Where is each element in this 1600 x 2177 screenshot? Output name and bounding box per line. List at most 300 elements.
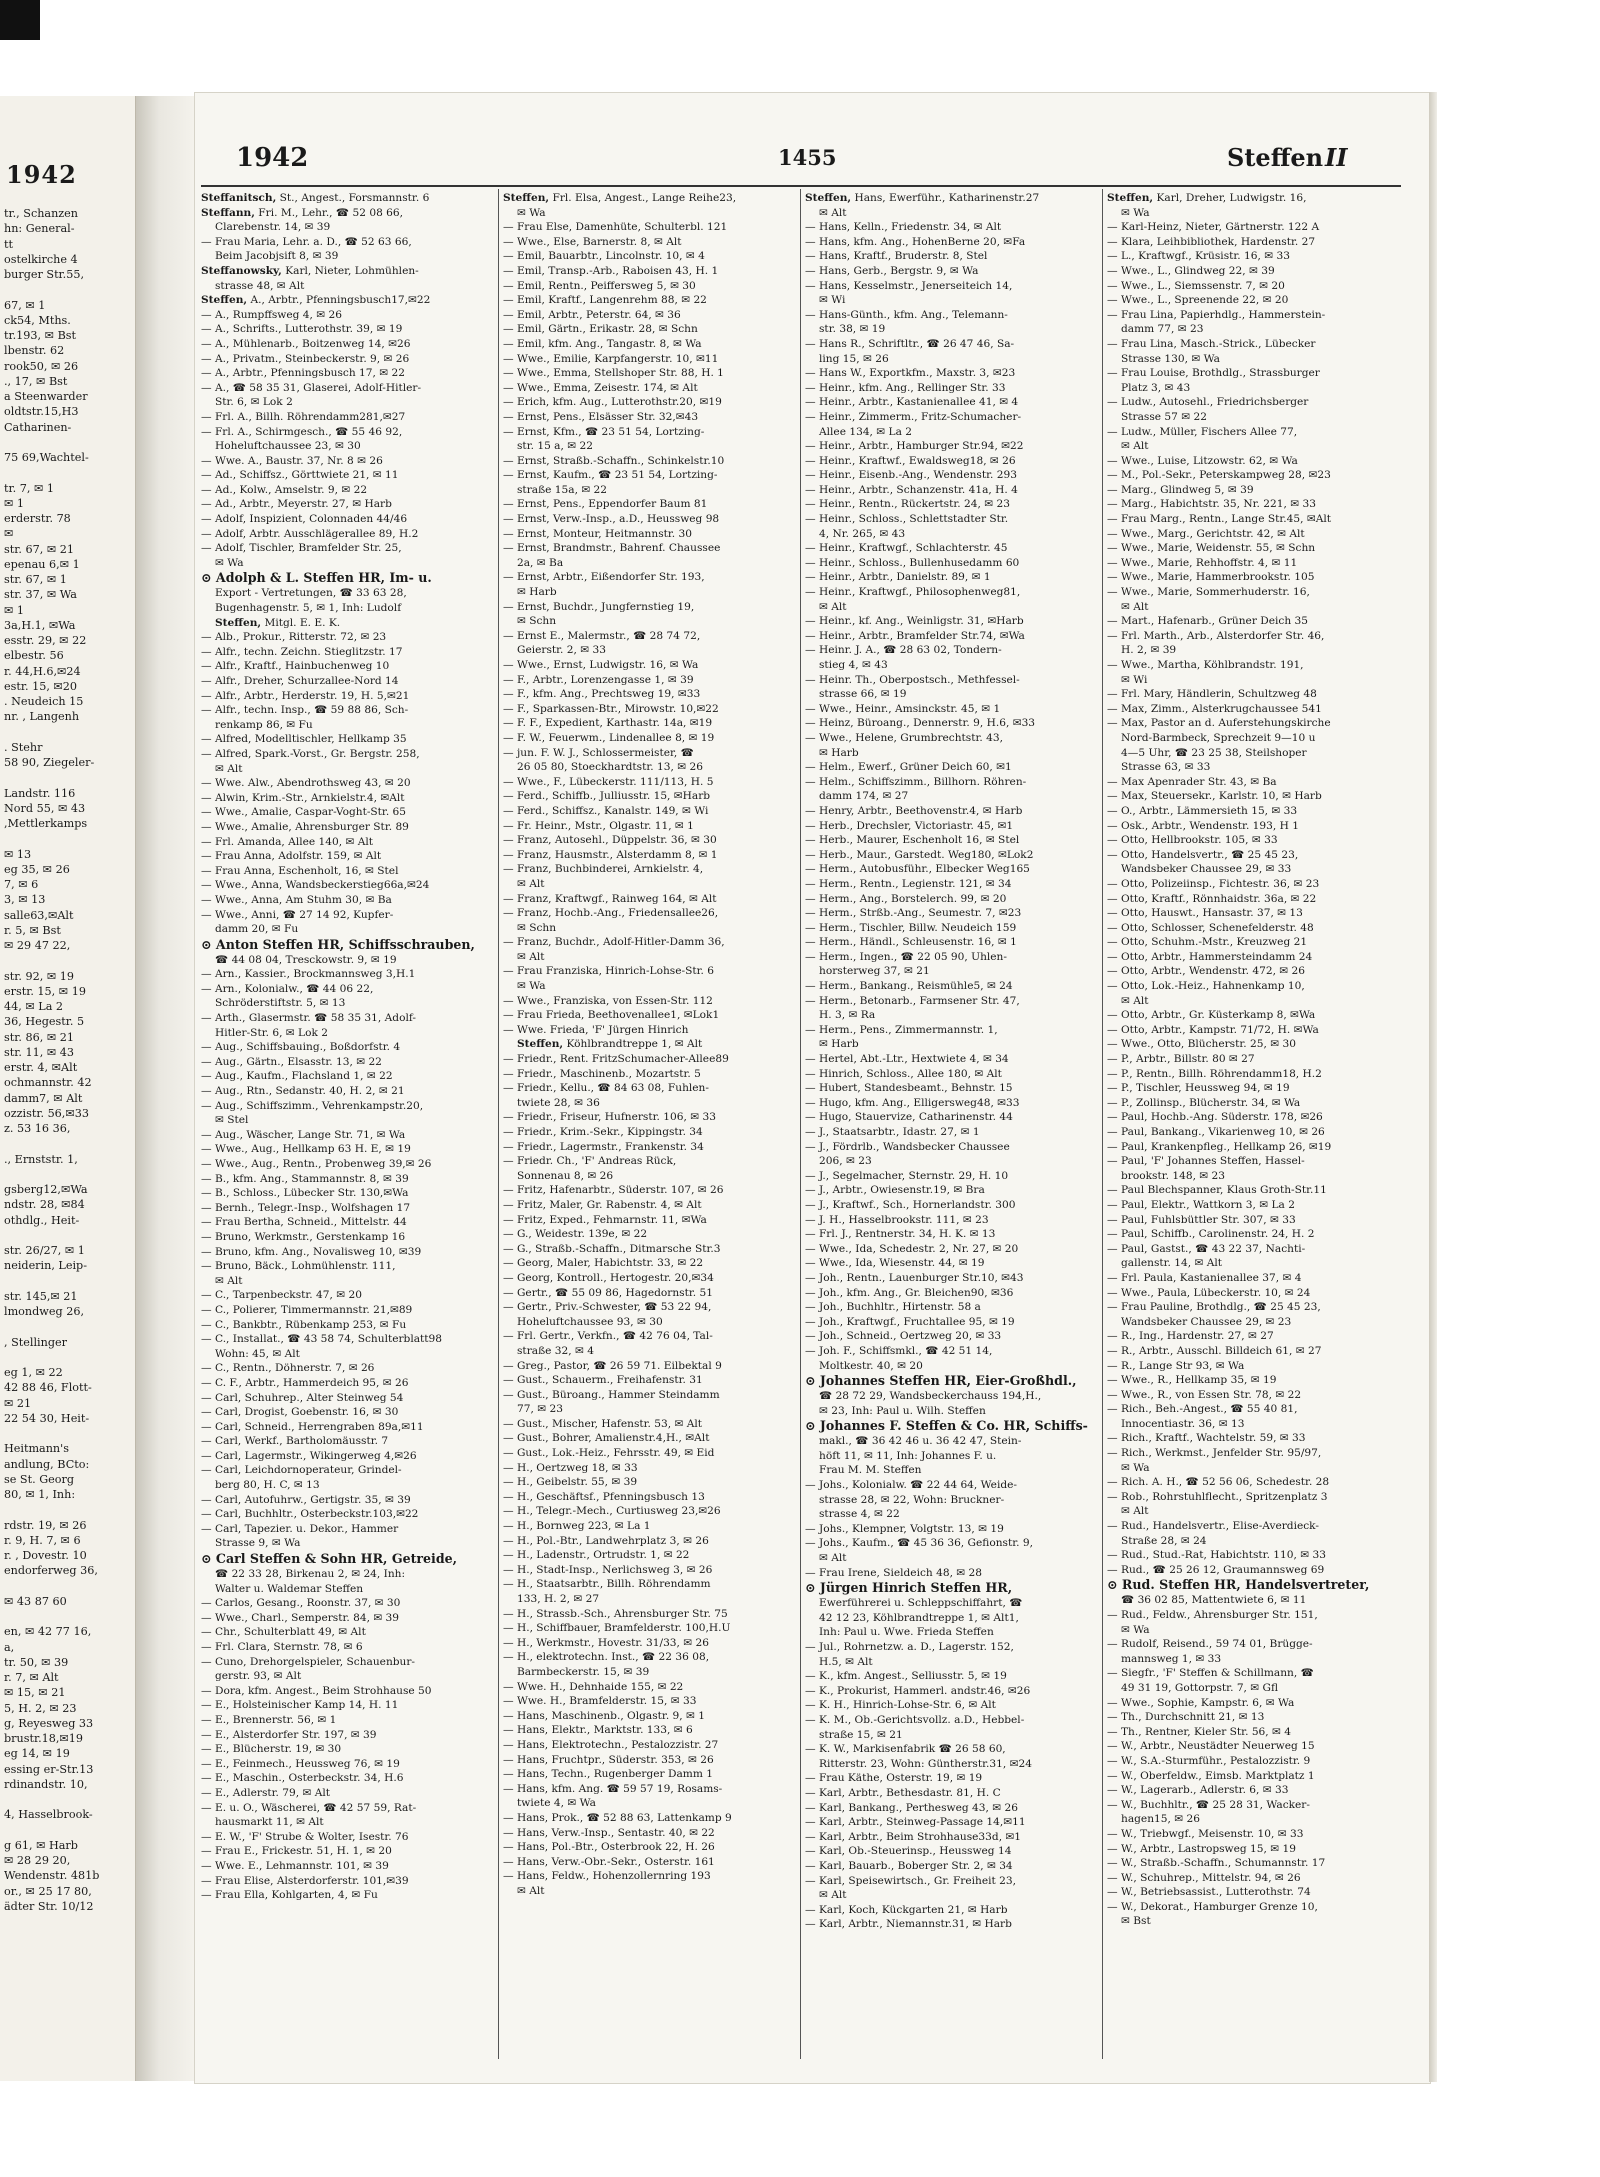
page-header [195, 93, 1430, 183]
directory-entry-line: ⊙ Adolph & L. Steffen HR, Im- u. [201, 570, 432, 586]
directory-entry-line: ✉ Harb [517, 586, 557, 599]
directory-entry-line: — W., Lagerarb., Adlerstr. 6, ✉ 33 [1107, 1784, 1289, 1797]
directory-entry-line: — Wwe., Marie, Hammerbrookstr. 105 [1107, 571, 1315, 584]
directory-entry-line: — G., Straßb.-Schaffn., Ditmarsche Str.3 [503, 1242, 721, 1255]
directory-entry-line: — E., Feinmech., Heussweg 76, ✉ 19 [201, 1757, 400, 1770]
directory-entry-line: — Joh., kfm. Ang., Gr. Bleichen90, ✉36 [805, 1286, 1014, 1299]
directory-entry-line: — Alfr., Arbtr., Herderstr. 19, H. 5,✉21 [201, 689, 410, 702]
directory-entry-line: — Ernst, Monteur, Heitmannstr. 30 [503, 527, 693, 540]
directory-entry-line: ✉ Alt [215, 762, 243, 775]
directory-entry-line: — E., Blücherstr. 19, ✉ 30 [201, 1743, 342, 1756]
directory-entry-line: ✉ Alt [215, 1274, 243, 1287]
directory-entry-line: — K. W., Markisenfabrik ☎ 26 58 60, [805, 1743, 1006, 1756]
left-page-line [4, 1228, 132, 1243]
directory-entry-line: — Karl, Speisewirtsch., Gr. Freiheit 23, [805, 1874, 1016, 1887]
left-page-line [4, 953, 132, 968]
left-page-line: 44, ✉ La 2 [4, 1000, 64, 1013]
left-page-line: ✉ [4, 527, 14, 541]
directory-entry-line: — Adolf, Tischler, Bramfelder Str. 25, [201, 542, 402, 555]
directory-entry-line: — Frau Ella, Kohlgarten, 4, ✉ Fu [201, 1889, 378, 1902]
directory-entry-line: — Hans W., Exportkfm., Maxstr. 3, ✉23 [805, 367, 1016, 380]
directory-entry-line: — Franz, Buchbinderei, Arnkielstr. 4, [503, 863, 704, 876]
directory-entry-line: hagen15, ✉ 26 [1121, 1813, 1200, 1826]
directory-entry-line: — Aug., Wäscher, Lange Str. 71, ✉ Wa [201, 1128, 406, 1141]
directory-entry-line: ✉ Schn [517, 921, 557, 934]
directory-entry-line: — H., Strassb.-Sch., Ahrensburger Str. 75 [503, 1607, 728, 1620]
directory-entry-line: — Alfred, Modelltischler, Hellkamp 35 [201, 733, 407, 746]
directory-entry-line: — Alb., Prokur., Ritterstr. 72, ✉ 23 [201, 631, 387, 644]
left-page-line: neiderin, Leip- [4, 1259, 87, 1273]
directory-entry-line: — W., S.A.-Sturmführ., Pestalozzistr. 9 [1107, 1754, 1311, 1767]
directory-column-2 [503, 191, 796, 2061]
directory-entry-line: — Wwe., Emma, Zeisestr. 174, ✉ Alt [503, 381, 698, 394]
directory-entry-line: brookstr. 148, ✉ 23 [1121, 1169, 1226, 1182]
directory-entry-line: — Hans, Prok., ☎ 52 88 63, Lattenkamp 9 [503, 1811, 732, 1824]
directory-entry-line: — Otto, Lok.-Heiz., Hahnenkamp 10, [1107, 980, 1305, 993]
directory-column-1 [201, 191, 494, 2061]
left-page-line: eg 1, ✉ 22 [4, 1366, 63, 1379]
directory-entry-line: — Adolf, Arbtr. Ausschlägerallee 89, H.2 [201, 527, 419, 540]
directory-entry-line: 42 12 23, Köhlbrandtreppe 1, ✉ Alt1, [819, 1611, 1019, 1624]
directory-column-3 [805, 191, 1098, 2061]
directory-entry-line: — Wwe. E., Lehmannstr. 101, ✉ 39 [201, 1859, 389, 1872]
directory-entry-line: — Rud., Stud.-Rat, Habichtstr. 110, ✉ 33 [1107, 1549, 1326, 1562]
directory-entry-line: — Ernst E., Malermstr., ☎ 28 74 72, [503, 629, 701, 642]
directory-entry-line: — Frl. J., Rentnerstr. 34, H. K. ✉ 13 [805, 1228, 996, 1241]
directory-entry-line: — Frl. Gertr., Verkfn., ☎ 42 76 04, Tal- [503, 1330, 713, 1343]
directory-entry-line: — Rud., Feldw., Ahrensburger Str. 151, [1107, 1609, 1318, 1621]
left-page-line [4, 435, 132, 450]
directory-entry-line: — Joh., Buchhltr., Hirtenstr. 58 a [805, 1301, 981, 1314]
directory-entry-line: — R., Arbtr., Ausschl. Billdeich 61, ✉ 27 [1107, 1344, 1322, 1357]
directory-entry-line: — Frl. Paula, Kastanienallee 37, ✉ 4 [1107, 1271, 1302, 1284]
directory-entry-line: — Karl, Bankang., Perthesweg 43, ✉ 26 [805, 1801, 1018, 1814]
directory-entry-line: ✉ Alt [819, 1889, 847, 1902]
directory-entry-line: — Wwe., Ida, Schedestr. 2, Nr. 27, ✉ 20 [805, 1242, 1019, 1255]
column-divider [800, 189, 801, 2059]
directory-entry-line: — Hans, Kraftf., Bruderstr. 8, Stel [805, 250, 988, 263]
directory-entry-line: horsterweg 37, ✉ 21 [819, 965, 930, 978]
directory-entry-line: — Karl-Heinz, Nieter, Gärtnerstr. 122 A [1107, 221, 1320, 234]
directory-entry-line: — Hugo, Stauervize, Catharinenstr. 44 [805, 1111, 1013, 1124]
directory-entry-line: Geierstr. 2, ✉ 33 [517, 644, 606, 657]
directory-entry-line: stieg 4, ✉ 43 [819, 659, 888, 671]
directory-entry-line: — W., Buchhltr., ☎ 25 28 31, Wacker- [1107, 1798, 1310, 1811]
directory-entry-line: H.5, ✉ Alt [819, 1655, 873, 1668]
directory-entry-line: ✉ Wa [517, 206, 546, 219]
directory-entry-line: — R., Ing., Hardenstr. 27, ✉ 27 [1107, 1330, 1274, 1343]
directory-entry-line: — F., kfm. Ang., Prechtsweg 19, ✉33 [503, 688, 701, 701]
directory-entry-line: — J., Kraftwf., Sch., Hornerlandstr. 300 [805, 1198, 1016, 1211]
directory-entry-line: — Heinr., Eisenb.-Ang., Wendenstr. 293 [805, 469, 1017, 482]
left-page-line: or., ✉ 25 17 80, [4, 1884, 92, 1898]
directory-entry-line: — O., Arbtr., Lämmersieth 15, ✉ 33 [1107, 804, 1298, 817]
directory-entry-line: — Franz, Hochb.-Ang., Friedensallee26, [503, 907, 719, 920]
page-year: 1942 [236, 143, 309, 173]
directory-entry-line: — Wwe., Else, Barnerstr. 8, ✉ Alt [503, 235, 682, 248]
directory-entry-line: — Arth., Glasermstr. ☎ 58 35 31, Adolf- [201, 1012, 416, 1025]
left-page-line: elbestr. 56 [4, 649, 64, 663]
directory-entry-line: ✉ Alt [517, 877, 545, 890]
left-page-line: str. 92, ✉ 19 [4, 969, 74, 983]
directory-entry-line: ✉ Stel [215, 1114, 249, 1127]
directory-entry-line: — W., Triebwgf., Meisenstr. 10, ✉ 33 [1107, 1827, 1304, 1840]
directory-entry-line: — H., Schiffbauer, Bramfelderstr. 100,H.U [503, 1622, 731, 1635]
directory-entry-line: — Henry, Arbtr., Beethovenstr.4, ✉ Harb [805, 804, 1023, 817]
directory-entry-line: — Heinr. Th., Oberpostsch., Methfessel- [805, 673, 1020, 686]
directory-entry-line: — A., Mühlenarb., Boitzenweg 14, ✉26 [201, 337, 411, 350]
directory-entry-line: Export - Vertretungen, ☎ 33 63 28, [215, 587, 407, 600]
directory-entry-line: — Hans R., Schriftltr., ☎ 26 47 46, Sa- [805, 337, 1015, 350]
directory-entry-line: strasse 48, ✉ Alt [215, 279, 305, 292]
left-page-line [4, 282, 132, 297]
directory-entry-line: Steffen, Köhlbrandtreppe 1, ✉ Alt [517, 1038, 703, 1051]
directory-entry-line: — Osk., Arbtr., Wendenstr. 193, H 1 [1107, 819, 1299, 832]
directory-entry-line: — W., Betriebsassist., Lutterothstr. 74 [1107, 1886, 1311, 1899]
directory-entry-line: — Heinr., Arbtr., Bramfelder Str.74, ✉Wa [805, 629, 1025, 642]
directory-entry-line: ✉ 23, Inh: Paul u. Wilh. Steffen [819, 1404, 986, 1417]
directory-entry-line: — Friedr., Krim.-Sekr., Kippingstr. 34 [503, 1126, 703, 1138]
directory-entry-line: — Th., Durchschnitt 21, ✉ 13 [1107, 1711, 1265, 1724]
left-page-line: damm7, ✉ Alt [4, 1091, 83, 1105]
left-page-line: g 61, ✉ Harb [4, 1838, 78, 1852]
directory-entry-line: — Gust., Schauerm., Freihafenstr. 31 [503, 1374, 703, 1387]
directory-entry-line: höft 11, ✉ 11, Inh: Johannes F. u. [819, 1449, 997, 1462]
directory-entry-line: — Herm., Betonarb., Farmsener Str. 47, [805, 994, 1020, 1007]
directory-entry-line: — Bruno, Werkmstr., Gerstenkamp 16 [201, 1230, 406, 1243]
directory-entry-line: — Gust., Lok.-Heiz., Fehrsstr. 49, ✉ Eid [503, 1447, 715, 1460]
left-page-line: ✉ 1 [4, 496, 25, 510]
directory-entry-line: — Frau Irene, Sieldeich 48, ✉ 28 [805, 1566, 983, 1579]
directory-entry-line: — E., Maschin., Osterbeckstr. 34, H.6 [201, 1772, 404, 1785]
directory-entry-line: — Gust., Mischer, Hafenstr. 53, ✉ Alt [503, 1417, 703, 1430]
directory-entry-line: — Otto, Handelsvertr., ☎ 25 45 23, [1107, 848, 1299, 861]
directory-entry-line: — Rud., Handelsvertr., Elise-Averdieck- [1107, 1520, 1319, 1533]
left-page-line: str. 86, ✉ 21 [4, 1030, 74, 1044]
directory-entry-line: ⊙ Rud. Steffen HR, Handelsvertreter, [1107, 1577, 1370, 1593]
directory-entry-line: — jun. F. W. J., Schlossermeister, ☎ [503, 746, 694, 759]
directory-entry-line: — Otto, Arbtr., Wendenstr. 472, ✉ 26 [1107, 965, 1306, 978]
directory-entry-line: — Gertr., ☎ 55 09 86, Hagedornstr. 51 [503, 1286, 713, 1299]
directory-entry-line: — Hans, Kelln., Friedenstr. 34, ✉ Alt [805, 221, 1002, 234]
directory-entry-line: — Joh., Schneid., Oertzweg 20, ✉ 33 [805, 1330, 1002, 1343]
directory-entry-line: ✉ Alt [1121, 1505, 1149, 1518]
left-page-line: Nord 55, ✉ 43 [4, 801, 86, 815]
directory-entry-line: Steffen, A., Arbtr., Pfenningsbusch17,✉22 [201, 294, 431, 307]
directory-entry-line: straße 15, ✉ 21 [819, 1728, 903, 1741]
left-page-line: a, [4, 1640, 15, 1654]
directory-entry-line: 206, ✉ 23 [819, 1155, 872, 1168]
left-page-line [4, 1350, 132, 1365]
left-page-line [4, 831, 132, 846]
directory-entry-line: — Heinr., Kraftwgf., Philosophenweg81, [805, 586, 1021, 599]
directory-entry-line: ✉ Bst [1121, 1915, 1151, 1928]
directory-entry-line: 133, H. 2, ✉ 27 [517, 1593, 600, 1605]
directory-entry-line: — R., Lange Str 93, ✉ Wa [1107, 1359, 1245, 1372]
left-page-line: othdlg., Heit- [4, 1213, 80, 1227]
left-page-line: a Steenwarder [4, 390, 88, 403]
directory-entry-line: — Wwe., L., Spreenende 22, ✉ 20 [1107, 294, 1289, 307]
directory-entry-line: — J., Fördrlb., Wandsbecker Chaussee [805, 1140, 1010, 1153]
scan-corner-mark [0, 0, 40, 40]
left-page-line: burger Str.55, [4, 268, 85, 281]
left-page-line: rdinandstr. 10, [4, 1777, 88, 1791]
left-page-line: 75 69,Wachtel- [4, 451, 89, 464]
left-page-line: essing er-Str.13 [4, 1762, 94, 1776]
directory-entry-line: Barmbeckerstr. 15, ✉ 39 [517, 1665, 650, 1678]
directory-entry-line: ✉ Alt [1121, 600, 1149, 613]
left-page-line: , Stellinger [4, 1335, 67, 1349]
left-page-line: oldtstr.15,H3 [4, 405, 79, 419]
directory-entry-line: — J., Segelmacher, Sternstr. 29, H. 10 [805, 1169, 1009, 1182]
directory-entry-line: ✉ Alt [1121, 994, 1149, 1007]
directory-entry-line: — Frl. Marth., Arb., Alsterdorfer Str. 46, [1107, 629, 1325, 642]
directory-entry-line: ling 15, ✉ 26 [819, 352, 889, 365]
directory-entry-line: — Friedr., Maschinenb., Mozartstr. 5 [503, 1067, 701, 1080]
directory-entry-line: — Erich, kfm. Aug., Lutterothstr.20, ✉19 [503, 396, 722, 409]
directory-entry-line: Strasse 9, ✉ Wa [215, 1537, 301, 1550]
directory-entry-line: Strasse 130, ✉ Wa [1121, 352, 1220, 365]
directory-entry-line: — Alfr., Dreher, Schurzallee-Nord 14 [201, 675, 399, 687]
directory-entry-line: — Frau Marg., Rentn., Lange Str.45, ✉Alt [1107, 513, 1332, 526]
directory-entry-line: — Ernst, Arbtr., Eißendorfer Str. 193, [503, 571, 705, 584]
left-page-fragment [0, 96, 136, 2081]
directory-entry-line: — Th., Rentner, Kieler Str. 56, ✉ 4 [1107, 1725, 1292, 1738]
directory-entry-line: — Wwe., Anna, Am Stuhm 30, ✉ Ba [201, 893, 392, 906]
directory-entry-line: ✉ Alt [819, 206, 847, 219]
directory-entry-line: — Carl, Drogist, Goebenstr. 16, ✉ 30 [201, 1406, 399, 1419]
directory-entry-line: — Paul, Schiffb., Carolinenstr. 24, H. 2 [1107, 1228, 1315, 1241]
directory-entry-line: — Ernst, Pens., Eppendorfer Baum 81 [503, 498, 708, 511]
left-page-line: ozzistr. 56,✉33 [4, 1106, 89, 1120]
left-page-line: 22 54 30, Heit- [4, 1411, 90, 1425]
directory-entry-line: — K. M., Ob.-Gerichtsvollz. a.D., Hebbel- [805, 1713, 1025, 1726]
directory-entry-line: — Joh., Kraftwgf., Fruchtallee 95, ✉ 19 [805, 1315, 1015, 1328]
left-page-line: rdstr. 19, ✉ 26 [4, 1518, 87, 1532]
directory-entry-line: — Heinr., Arbtr., Danielstr. 89, ✉ 1 [805, 571, 991, 584]
directory-entry-line: — Fr. Heinr., Mstr., Olgastr. 11, ✉ 1 [503, 819, 694, 832]
directory-entry-line: — Otto, Arbtr., Hammersteindamm 24 [1107, 950, 1313, 963]
directory-entry-line: — Wwe., Charl., Semperstr. 84, ✉ 39 [201, 1611, 400, 1624]
directory-entry-line: — Frau Frieda, Beethovenallee1, ✉Lok1 [503, 1009, 720, 1022]
directory-entry-line: — Paul, Hochb.-Ang. Süderstr. 178, ✉26 [1107, 1111, 1323, 1124]
directory-entry-line: — Emil, Rentn., Peiffersweg 5, ✉ 30 [503, 279, 696, 292]
directory-entry-line: — Arn., Kolonialw., ☎ 44 06 22, [201, 982, 374, 995]
left-page-line: tr., Schanzen [4, 207, 79, 220]
directory-entry-line: — A., Schrifts., Lutterothstr. 39, ✉ 19 [201, 323, 403, 336]
directory-entry-line: Ewerführerei u. Schleppschiffahrt, ☎ [819, 1597, 1023, 1610]
directory-entry-line: gerstr. 93, ✉ Alt [215, 1670, 302, 1683]
directory-entry-line: — Hans, kfm. Ang., HohenBerne 20, ✉Fa [805, 235, 1026, 248]
directory-entry-line: Steffann, Fri. M., Lehr., ☎ 52 08 66, [201, 206, 404, 219]
directory-entry-line: Wohn: 45, ✉ Alt [215, 1347, 300, 1360]
directory-entry-line: — Wwe., Helene, Grumbrechtstr. 43, [805, 731, 1003, 744]
left-page-year: 1942 [6, 160, 77, 189]
directory-entry-line: — Ad., Kolw., Amselstr. 9, ✉ 22 [201, 483, 368, 496]
directory-entry-line: — A., Arbtr., Pfenningsbusch 17, ✉ 22 [201, 367, 405, 380]
directory-entry-line: Steffen, Hans, Ewerführ., Katharinenstr.27 [805, 192, 1040, 204]
directory-entry-line: Allee 134, ✉ La 2 [819, 425, 912, 438]
directory-entry-line: — Hans, Fruchtpr., Süderstr. 353, ✉ 26 [503, 1753, 714, 1766]
directory-entry-line: — Carl, Schneid., Herrengraben 89a,✉11 [201, 1420, 424, 1433]
directory-entry-line: — Wwe., Paula, Lübeckerstr. 10, ✉ 24 [1107, 1286, 1311, 1299]
directory-entry-line: — Max, Zimm., Alsterkrugchaussee 541 [1107, 702, 1322, 715]
directory-entry-line: — Heinr., Kraftwf., Ewaldsweg18, ✉ 26 [805, 454, 1016, 467]
left-page-line: ., Ernststr. 1, [4, 1152, 78, 1166]
directory-entry-line: — Frau Maria, Lehr. a. D., ☎ 52 63 66, [201, 235, 412, 248]
left-page-line [4, 770, 132, 785]
directory-entry-line: — Johs., Klempner, Volgtstr. 13, ✉ 19 [805, 1522, 1004, 1535]
directory-entry-line: — Heinr., Arbtr., Schanzenstr. 41a, H. 4 [805, 483, 1018, 496]
left-page-line: erderstr. 78 [4, 512, 71, 525]
directory-entry-line: damm 20, ✉ Fu [215, 923, 299, 936]
directory-entry-line: — Otto, Schuhm.-Mstr., Kreuzweg 21 [1107, 936, 1308, 949]
directory-entry-line: — P., Tischler, Heussweg 94, ✉ 19 [1107, 1082, 1290, 1095]
directory-entry-line: strasse 28, ✉ 22, Wohn: Bruckner- [819, 1493, 1005, 1506]
left-page-line: ✉ 15, ✉ 21 [4, 1686, 66, 1700]
directory-entry-line: Hoheluftchaussee 93, ✉ 30 [517, 1315, 663, 1328]
directory-entry-line: ✉ Wa [215, 556, 244, 569]
left-page-line: andlung, BCto: [4, 1457, 90, 1471]
left-page-line: ✉ 1 [4, 603, 25, 617]
directory-entry-line: — E., Adlerstr. 79, ✉ Alt [201, 1786, 331, 1799]
directory-entry-line: — J., Arbtr., Owiesenstr.19, ✉ Bra [805, 1184, 985, 1197]
directory-entry-line: — Wwe., Marie, Sommerhuderstr. 16, [1107, 586, 1310, 599]
directory-entry-line: berg 80, H. C, ✉ 13 [215, 1479, 320, 1492]
directory-entry-line: 49 31 19, Gottorpstr. 7, ✉ Gfl [1121, 1681, 1279, 1694]
directory-entry-line: — Karl, Koch, Kückgarten 21, ✉ Harb [805, 1903, 1008, 1916]
directory-entry-line: — Wwe. Alw., Abendrothsweg 43, ✉ 20 [201, 777, 411, 790]
directory-entry-line: — Wwe., Heinr., Amsinckstr. 45, ✉ 1 [805, 702, 1001, 715]
directory-entry-line: — Ernst, Kaufm., ☎ 23 51 54, Lortzing- [503, 469, 718, 482]
directory-entry-line: — Marg., Habichtstr. 35, Nr. 221, ✉ 33 [1107, 498, 1316, 511]
directory-entry-line: — Aug., Kaufm., Flachsland 1, ✉ 22 [201, 1070, 393, 1083]
directory-entry-line: 2a, ✉ Ba [517, 556, 564, 569]
left-page-line: str. 37, ✉ Wa [4, 588, 77, 602]
directory-entry-line: — Otto, Hellbrookstr. 105, ✉ 33 [1107, 834, 1278, 847]
directory-entry-line: — W., Dekorat., Hamburger Grenze 10, [1107, 1900, 1318, 1913]
directory-entry-line: ✉ Wi [819, 294, 846, 307]
left-page-line [4, 1502, 132, 1517]
directory-entry-line: — Frl. Clara, Sternstr. 78, ✉ 6 [201, 1641, 363, 1653]
left-page-line: Heitmann's [4, 1442, 69, 1456]
directory-entry-line: ✉ Harb [819, 746, 859, 759]
directory-entry-line: — Paul, Gastst., ☎ 43 22 37, Nachti- [1107, 1242, 1306, 1255]
directory-entry-line: ✉ Harb [819, 1038, 859, 1051]
directory-entry-line: — Bruno, Bäck., Lohmühlenstr. 111, [201, 1260, 396, 1273]
directory-entry-line: — Herm., Autobusführ., Elbecker Weg165 [805, 863, 1030, 876]
directory-entry-line: — Otto, Polizeiinsp., Fichtestr. 36, ✉ 23 [1107, 877, 1320, 890]
directory-entry-line: — P., Rentn., Billh. Röhrendamm18, H.2 [1107, 1067, 1322, 1080]
directory-entry-line: twiete 28, ✉ 36 [517, 1096, 600, 1109]
left-page-line: 5, H. 2, ✉ 23 [4, 1701, 77, 1715]
directory-entry-line: Steffen, Karl, Dreher, Ludwigstr. 16, [1107, 192, 1307, 204]
left-page-line: salle63,✉Alt [4, 908, 74, 922]
left-page-line: eg 35, ✉ 26 [4, 862, 70, 876]
directory-entry-line: — Wwe. Frieda, 'F' Jürgen Hinrich [503, 1023, 689, 1036]
left-page-line: 80, ✉ 1, Inh: [4, 1488, 76, 1501]
directory-entry-line: ☎ 22 33 28, Birkenau 2, ✉ 24, Inh: [215, 1568, 406, 1581]
directory-entry-line: — Karl, Arbtr., Beim Strohhause33d, ✉1 [805, 1830, 1022, 1843]
directory-entry-line: — Wwe., Amalie, Caspar-Voght-Str. 65 [201, 806, 407, 819]
directory-entry-line: ⊙ Jürgen Hinrich Steffen HR, [805, 1580, 1013, 1596]
directory-entry-line: renkamp 86, ✉ Fu [215, 718, 313, 731]
directory-entry-line: — Herm., Strßb.-Ang., Seumestr. 7, ✉23 [805, 907, 1022, 920]
directory-entry-line: — E. u. O., Wäscherei, ☎ 42 57 59, Rat- [201, 1801, 417, 1814]
directory-entry-line: — Otto, Hauswt., Hansastr. 37, ✉ 13 [1107, 907, 1303, 920]
directory-entry-line: — Heinr., kf. Ang., Weinligstr. 31, ✉Harb [805, 615, 1024, 628]
directory-entry-line: ✉ Wa [1121, 206, 1150, 219]
left-page-line: 4, Hasselbrook- [4, 1808, 93, 1822]
directory-entry-line: ⊙ Anton Steffen HR, Schiffsschrauben, [201, 936, 475, 952]
directory-entry-line: — Joh., Rentn., Lauenburger Str.10, ✉43 [805, 1271, 1024, 1284]
directory-entry-line: Sonnenau 8, ✉ 26 [517, 1169, 614, 1182]
directory-entry-line: — Wwe., Aug., Rentn., Probenweg 39,✉ 26 [201, 1158, 432, 1170]
directory-entry-line: — Georg, Maler, Habichtstr. 33, ✉ 22 [503, 1257, 704, 1270]
column-divider [1102, 189, 1103, 2059]
directory-entry-line: — Frau Käthe, Osterstr. 19, ✉ 19 [805, 1772, 983, 1785]
directory-entry-line: — Alwin, Krim.-Str., Arnkielstr.4, ✉Alt [201, 791, 405, 804]
directory-entry-line: — Wwe., Emilie, Karpfangerstr. 10, ✉11 [503, 352, 719, 365]
directory-entry-line: — Heinr., Schloss., Bullenhusedamm 60 [805, 556, 1020, 569]
directory-entry-line: — Frau Lina, Papierhdlg., Hammerstein- [1107, 308, 1326, 321]
directory-entry-line: — Wwe., Aug., Hellkamp 63 H. E, ✉ 19 [201, 1143, 411, 1156]
directory-entry-line: — Max, Pastor an d. Auferstehungskirche [1107, 717, 1331, 730]
left-page-line: ., 17, ✉ Bst [4, 374, 68, 388]
directory-entry-line: Ritterstr. 23, Wohn: Güntherstr.31, ✉24 [819, 1757, 1032, 1770]
left-page-line: brustr.18,✉19 [4, 1732, 84, 1745]
directory-entry-line: Innocentiastr. 36, ✉ 13 [1121, 1417, 1245, 1430]
left-page-line: tr. 7, ✉ 1 [4, 481, 55, 495]
directory-entry-line: — Johs., Kolonialw. ☎ 22 44 64, Weide- [805, 1479, 1017, 1492]
directory-entry-line: — Alfr., techn. Zeichn. Stieglitzstr. 17 [201, 645, 403, 658]
directory-entry-line: — Wwe., Emma, Stellshoper Str. 88, H. 1 [503, 367, 724, 380]
left-page-line: estr. 15, ✉20 [4, 679, 78, 693]
directory-entry-line: — Marg., Glindweg 5, ✉ 39 [1107, 483, 1254, 496]
directory-entry-line: — Frau Bertha, Schneid., Mittelstr. 44 [201, 1216, 407, 1229]
directory-entry-line: — Karl, Arbtr., Bethesdastr. 81, H. C [805, 1786, 1001, 1799]
directory-entry-line: — Ludw., Autosehl., Friedrichsberger [1107, 396, 1309, 409]
directory-entry-line: — Hans, Maschinenb., Olgastr. 9, ✉ 1 [503, 1709, 706, 1722]
directory-entry-line: — Bernh., Telegr.-Insp., Wolfshagen 17 [201, 1201, 411, 1214]
directory-entry-line: — A., Rumpffsweg 4, ✉ 26 [201, 308, 342, 321]
directory-entry-line: Steffanowsky, Karl, Nieter, Lohmühlen- [201, 264, 419, 277]
left-page-line: g, Reyesweg 33 [4, 1716, 94, 1730]
directory-entry-line: — Johs., Kaufm., ☎ 45 36 36, Gefionstr. 9, [805, 1537, 1033, 1550]
directory-entry-line: — Wwe. H., Bramfelderstr. 15, ✉ 33 [503, 1695, 697, 1708]
left-page-line: gsberg12,✉Wa [4, 1183, 88, 1196]
left-page-line [4, 465, 132, 480]
directory-entry-line: — H., Telegr.-Mech., Curtiusweg 23,✉26 [503, 1505, 721, 1518]
left-page-line [4, 1823, 132, 1838]
directory-entry-line: — Dora, kfm. Angest., Beim Strohhause 50 [201, 1684, 432, 1697]
directory-entry-line: — Chr., Schulterblatt 49, ✉ Alt [201, 1626, 366, 1639]
left-page-lines [4, 206, 132, 1914]
directory-entry-line: — Carl, Tapezier. u. Dekor., Hammer [201, 1522, 399, 1535]
left-page-line: erstr. 15, ✉ 19 [4, 984, 86, 998]
directory-entry-line: — Heinr., Zimmerm., Fritz-Schumacher- [805, 410, 1022, 423]
directory-entry-line: — Carl, Buchhltr., Osterbeckstr.103,✉22 [201, 1508, 419, 1521]
directory-entry-line: — Frl. Mary, Händlerin, Schultzweg 48 [1107, 688, 1317, 701]
directory-entry-line: — C., Rentn., Döhnerstr. 7, ✉ 26 [201, 1362, 375, 1375]
directory-entry-line: — Ad., Arbtr., Meyerstr. 27, ✉ Harb [201, 498, 392, 511]
directory-entry-line: Straße 28, ✉ 24 [1121, 1534, 1207, 1547]
directory-entry-line: — Otto, Kraftf., Rönnhaidstr. 36a, ✉ 22 [1107, 892, 1317, 905]
directory-entry-line: — B., Schloss., Lübecker Str. 130,✉Wa [201, 1187, 409, 1200]
directory-entry-line: — Hertel, Abt.-Ltr., Hextwiete 4, ✉ 34 [805, 1053, 1009, 1066]
directory-entry-line: — W., Oberfeldw., Eimsb. Marktplatz 1 [1107, 1769, 1315, 1782]
directory-entry-line: ✉ Wa [517, 980, 546, 993]
